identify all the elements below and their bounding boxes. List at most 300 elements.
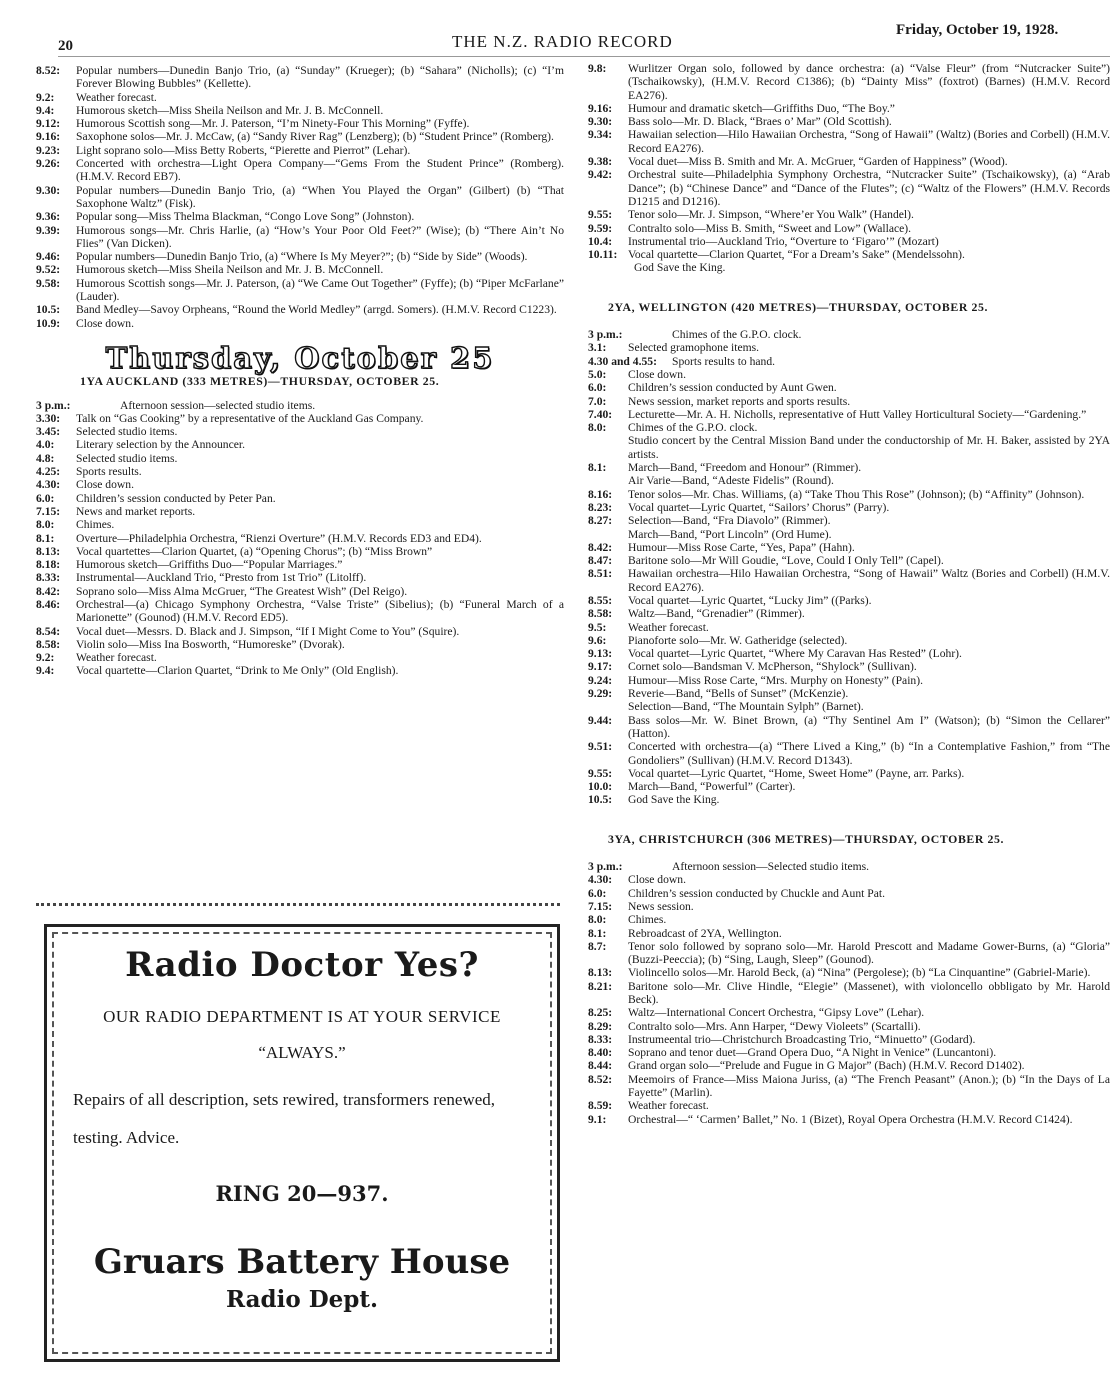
entry-time: 9.17: (588, 660, 613, 674)
entry-time: 8.21: (588, 979, 613, 993)
entry-text: Soprano solo—Miss Alma McGruer, “The Greatest Wish” (Del Reigo). (76, 584, 408, 598)
entry-time: 3 p.m.: (588, 328, 623, 342)
entry-text: Bass solos—Mr. W. Binet Brown, (a) “Thy Sentinel Am I” (Watson); (b) “Simon the Cellarer” (Hatton). (628, 713, 1110, 740)
entry-time: 8.25: (588, 1006, 613, 1020)
program-entry (588, 168, 1110, 208)
entry-text: Afternoon session—selected studio items. (120, 398, 316, 412)
entry-time: 6.0: (588, 381, 607, 395)
entry-time: 9.6: (588, 633, 607, 647)
program-entry (588, 687, 1110, 700)
entry-time: 8.51: (588, 567, 613, 581)
program-entry (588, 461, 1110, 474)
entry-time: 4.8: (36, 451, 55, 465)
entry-text: Selected studio items. (76, 425, 178, 439)
entry-time: 8.33: (36, 571, 61, 585)
program-entry (588, 647, 1110, 660)
entry-text: Humorous Scottish song—Mr. J. Paterson, “I’m Ninety-Four This Morning” (Fyffe). (76, 117, 470, 131)
entry-time: 8.47: (588, 554, 613, 568)
entry-text: Instrumental—Auckland Trio, “Presto from 1st Trio” (Litolff). (76, 571, 367, 585)
ad-headline: Radio Doctor Yes? (125, 945, 479, 985)
entry-text: News session. (628, 899, 694, 913)
program-entry (36, 144, 564, 157)
program-entry (36, 438, 564, 451)
entry-time: 7.40: (588, 407, 613, 421)
program-entry (588, 1046, 1110, 1059)
program-entry (36, 664, 564, 677)
entry-text: Air Varie—Band, “Adeste Fidelis” (Round). (628, 474, 834, 488)
entry-text: Weather forecast. (76, 651, 157, 665)
program-entry (588, 395, 1110, 408)
entry-time: 8.33: (588, 1032, 613, 1046)
program-entry (36, 303, 564, 316)
entry-text: Reverie—Band, “Bells of Sunset” (McKenzie). (628, 687, 849, 701)
ad-top-border (36, 903, 560, 906)
entry-time: 8.27: (588, 514, 613, 528)
entry-time: 7.0: (588, 394, 607, 408)
entry-time (588, 474, 628, 487)
program-entry (36, 277, 564, 304)
entry-text: Tenor solo—Mr. J. Simpson, “Where’er You Walk” (Handel). (628, 208, 914, 222)
program-entry (588, 155, 1110, 168)
entry-text: Waltz—Band, “Grenadier” (Rimmer). (628, 607, 805, 621)
entry-text: Studio concert by the Central Mission Band under the conductorship of Mr. H. Baker, assisted by 2YA artists. (628, 434, 1110, 461)
program-entry (588, 1073, 1110, 1100)
entry-time: 9.5: (588, 620, 607, 634)
program-entry (588, 567, 1110, 594)
entry-text: Vocal quartet—Lyric Quartet, “Where My Caravan Has Rested” (Lohr). (628, 647, 962, 661)
entry-text: God Save the King. (628, 793, 720, 807)
entry-text: Humour—Miss Rose Carte, “Yes, Papa” (Hahn). (628, 540, 855, 554)
program-entry (588, 900, 1110, 913)
entry-time: 9.23: (36, 143, 61, 157)
entry-text: Humour—Miss Rose Carte, “Mrs. Murphy on Honesty” (Pain). (628, 673, 923, 687)
entry-time: 8.58: (36, 637, 61, 651)
program-entry (588, 780, 1110, 793)
program-entry (588, 1006, 1110, 1019)
program-entry (588, 740, 1110, 767)
entry-time: 9.44: (588, 713, 613, 727)
entry-time: 9.30: (588, 115, 613, 129)
entry-text: Lecturette—Mr. A. H. Nicholls, representative of Hutt Valley Horticultural Society—“Gardening.” (628, 407, 1087, 421)
entry-time: 8.1: (588, 926, 607, 940)
ad-line-always: “ALWAYS.” (258, 1043, 346, 1062)
program-entry (588, 767, 1110, 780)
entry-text: Children’s session conducted by Peter Pan. (76, 491, 276, 505)
program-entry (36, 64, 564, 91)
program-entry (588, 1099, 1110, 1112)
program-entry (36, 532, 564, 545)
entry-text: Humorous sketch—Miss Sheila Neilson and Mr. J. B. McConnell. (76, 103, 384, 117)
entry-time: 4.0: (36, 438, 55, 452)
program-entry (588, 700, 1110, 713)
entry-text: Band Medley—Savoy Orpheans, “Round the World Medley” (arrgd. Somers). (H.M.V. Record C1223). (76, 303, 557, 317)
station-heading-3ya: 3YA, CHRISTCHURCH (306 METRES)—THURSDAY, OCTOBER 25. (608, 831, 1005, 846)
entry-text: Humorous sketch—Griffiths Duo—“Popular Marriages.” (76, 558, 343, 572)
entry-time: 10.5: (36, 303, 61, 317)
entry-text: Popular numbers—Dunedin Banjo Trio, (a) “Where Is My Meyer?”; (b) “Side by Side” (Woods). (76, 250, 528, 264)
entry-time: 9.42: (588, 168, 613, 182)
right-column (588, 62, 1110, 1126)
entry-text: Weather forecast. (628, 620, 709, 634)
entry-text: Tenor solo followed by soprano solo—Mr. Harold Prescott and Madame Gower-Burns, (a) “Gloria” (Buzzi-Peeccia); (b) “Sing, Laugh, Sleep” (Gounod). (628, 939, 1110, 967)
entry-time: 9.30: (36, 183, 61, 197)
entry-time: 8.58: (588, 607, 613, 621)
program-entry (36, 425, 564, 438)
entry-time: 8.18: (36, 558, 61, 572)
entry-time: 9.1: (588, 1112, 607, 1126)
entry-time: 8.13: (588, 966, 613, 980)
entry-text: Children’s session conducted by Chuckle and Aunt Pat. (628, 886, 885, 900)
entry-text: Saxophone solos—Mr. J. McCaw, (a) “Sandy River Rag” (Lenzberg); (b) “Student Prince” (Romberg). (76, 130, 554, 144)
entry-text: Humorous sketch—Miss Sheila Neilson and Mr. J. B. McConnell. (76, 263, 384, 277)
entry-text: Light soprano solo—Miss Betty Roberts, “Pierette and Pierrot” (Lehar). (76, 143, 411, 157)
entry-time: 9.4: (36, 664, 55, 678)
entry-text: Close down. (628, 367, 686, 381)
entry-time: 6.0: (588, 886, 607, 900)
entry-time: 8.42: (588, 540, 613, 554)
entry-text: Cornet solo—Bandsman V. McPherson, “Shylock” (Sullivan). (628, 660, 917, 674)
program-list-1ya-continued (588, 62, 1110, 261)
entry-text: Vocal quartette—Clarion Quartet, “Drink to Me Only” (Old English). (76, 664, 399, 678)
program-entry (36, 478, 564, 491)
entry-text: Waltz—International Concert Orchestra, “Gipsy Love” (Lehar). (628, 1006, 925, 1020)
program-entry (36, 625, 564, 638)
entry-text: Close down. (628, 873, 686, 887)
program-entry (36, 224, 564, 251)
entry-time: 9.52: (36, 263, 61, 277)
program-entry (588, 927, 1110, 940)
entry-time: 9.16: (36, 130, 61, 144)
entry-text: Violincello solos—Mr. Harold Beck, (a) “Nina” (Pergolese); (b) “La Cinquantine” (Gabriel-Marie). (628, 966, 1091, 980)
program-entry (588, 115, 1110, 128)
entry-time: 9.55: (588, 208, 613, 222)
entry-text: Sports results. (76, 465, 142, 479)
program-entry (588, 634, 1110, 647)
program-entry (36, 452, 564, 465)
program-entry (588, 594, 1110, 607)
entry-text: Humour and dramatic sketch—Griffiths Duo, “The Boy.” (628, 101, 895, 115)
program-entry (588, 355, 1110, 368)
program-entry (36, 263, 564, 276)
entry-text: Vocal quartet—Lyric Quartet, “Lucky Jim” ((Parks). (628, 593, 872, 607)
entry-text: Grand organ solo—“Prelude and Fugue in G Major” (Bach) (H.M.V. Record D1402). (628, 1059, 1025, 1073)
entry-text: News session, market reports and sports results. (628, 394, 851, 408)
entry-time (588, 528, 628, 541)
program-entry (588, 660, 1110, 673)
entry-text: Selected gramophone items. (628, 341, 760, 355)
program-entry (588, 222, 1110, 235)
entry-time: 5.0: (588, 367, 607, 381)
entry-time: 6.0: (36, 491, 55, 505)
program-entry (588, 1020, 1110, 1033)
entry-time: 9.2: (36, 651, 55, 665)
entry-text: Rebroadcast of 2YA, Wellington. (628, 926, 782, 940)
program-entry (36, 399, 564, 412)
left-column (36, 64, 564, 678)
program-entry (36, 250, 564, 263)
entry-time: 8.55: (588, 593, 613, 607)
program-entry (36, 545, 564, 558)
entry-text: Selected studio items. (76, 451, 178, 465)
program-entry (588, 873, 1110, 886)
entry-text: Vocal quartette—Clarion Quartet, “For a Dream’s Sake” (Mendelssohn). (628, 248, 965, 262)
program-entry (588, 434, 1110, 461)
entry-time: 8.0: (588, 913, 607, 927)
entry-text: March—Band, “Powerful” (Carter). (628, 780, 796, 794)
advertisement-box (44, 924, 560, 1362)
entry-time: 8.0: (36, 518, 55, 532)
program-entry (36, 558, 564, 571)
entry-text: Overture—Philadelphia Orchestra, “Rienzi Overture” (H.M.V. Records ED3 and ED4). (76, 531, 482, 545)
program-entry (36, 492, 564, 505)
entry-time (588, 700, 628, 713)
entry-text: Selection—Band, “Fra Diavolo” (Rimmer). (628, 514, 831, 528)
entry-text: Pianoforte solo—Mr. W. Gatheridge (selected). (628, 633, 848, 647)
program-entry (588, 488, 1110, 501)
entry-time: 9.46: (36, 250, 61, 264)
entry-text: Selection—Band, “The Mountain Sylph” (Barnet). (628, 700, 864, 714)
program-list-continued (36, 64, 564, 330)
entry-time: 3.30: (36, 411, 61, 425)
program-entry (36, 638, 564, 651)
program-entry (588, 1033, 1110, 1046)
entry-text: Weather forecast. (628, 1099, 709, 1113)
program-entry (588, 128, 1110, 155)
entry-text: Weather forecast. (76, 90, 157, 104)
program-entry (588, 421, 1110, 434)
entry-time: 8.52: (588, 1072, 613, 1086)
program-entry (588, 793, 1110, 806)
entry-time: 9.4: (36, 103, 55, 117)
entry-text: Vocal quartet—Lyric Quartet, “Home, Sweet Home” (Payne, arr. Parks). (628, 766, 965, 780)
entry-time: 4.30: (588, 873, 613, 887)
entry-text: Vocal duet—Miss B. Smith and Mr. A. McGruer, “Garden of Happiness” (Wood). (628, 155, 1008, 169)
entry-time: 9.36: (36, 210, 61, 224)
program-entry (588, 381, 1110, 394)
program-entry (588, 62, 1110, 102)
program-entry (588, 554, 1110, 567)
entry-text: Meemoirs of France—Miss Maiona Juriss, (a) “The French Peasant” (Anon.); (b) “In the Days of La Fayette” (Marlin). (628, 1072, 1110, 1100)
entry-time: 9.16: (588, 101, 613, 115)
entry-text: Orchestral—“ ‘Carmen’ Ballet,” No. 1 (Bizet), Royal Opera Orchestra (H.M.V. Record C1424). (628, 1112, 1073, 1126)
entry-time: 9.13: (588, 647, 613, 661)
entry-text: Popular numbers—Dunedin Banjo Trio, (a) “Sunday” (Krueger); (b) “Sahara” (Nicholls); (c) “I’m Forever Blowing Bubbles” (Kellette). (76, 64, 564, 91)
entry-text: Sports results to hand. (672, 354, 776, 368)
entry-text: Instrumeental trio—Christchurch Broadcasting Trio, “Minuetto” (Godard). (628, 1032, 976, 1046)
entry-time: 9.51: (588, 740, 613, 754)
entry-text: Baritone solo—Mr Will Goudie, “Love, Could I Only Tell” (Capel). (628, 554, 944, 568)
program-entry (588, 528, 1110, 541)
entry-time: 8.54: (36, 624, 61, 638)
program-list-3ya (588, 860, 1110, 1126)
entry-text: Chimes. (76, 518, 115, 532)
entry-time: 4.30: (36, 478, 61, 492)
program-list-1ya (36, 399, 564, 678)
program-entry (588, 235, 1110, 248)
program-entry (588, 341, 1110, 354)
program-list-2ya (588, 328, 1110, 807)
entry-text: Concerted with orchestra—(a) “There Lived a King,” (b) “In a Contemplative Fashion,” from “The Gondoliers” (Sullivan) (H.M.V. Record D1343). (628, 740, 1110, 767)
program-entry (588, 940, 1110, 967)
entry-time: 9.39: (36, 223, 61, 237)
entry-time: 7.15: (36, 504, 61, 518)
entry-text: Chimes. (628, 913, 667, 927)
program-entry (36, 598, 564, 625)
entry-text: Concerted with orchestra—Light Opera Company—“Gems From the Student Prince” (Romberg). (H.M.V. Record EB7). (76, 157, 564, 184)
entry-time: 4.30 and 4.55: (588, 354, 657, 368)
program-entry (36, 130, 564, 143)
program-entry (588, 541, 1110, 554)
entry-time: 8.29: (588, 1019, 613, 1033)
program-entry (588, 1113, 1110, 1126)
entry-text: Afternoon session—Selected studio items. (672, 860, 870, 874)
header-rule (58, 56, 1110, 57)
entry-time: 8.59: (588, 1099, 613, 1113)
program-entry (36, 317, 564, 330)
program-entry (588, 887, 1110, 900)
entry-text: Hawaiian selection—Hilo Hawaiian Orchestra, “Song of Hawaii” (Waltz) (Bories and Corbell) (H.M.V. Record EA276). (628, 128, 1110, 155)
ad-department: Radio Dept. (225, 1286, 378, 1313)
program-entry (588, 328, 1110, 341)
entry-text: March—Band, “Freedom and Honour” (Rimmer). (628, 461, 862, 475)
program-entry (588, 102, 1110, 115)
entry-time: 3 p.m.: (588, 860, 623, 874)
entry-time: 10.9: (36, 316, 61, 330)
entry-text: Contralto solo—Miss B. Smith, “Sweet and Low” (Wallace). (628, 221, 912, 235)
entry-time: 8.1: (36, 531, 55, 545)
ad-business-name: Gruars Battery House (93, 1242, 511, 1282)
entry-text: Contralto solo—Mrs. Ann Harper, “Dewy Violeets” (Scartalli). (628, 1019, 921, 1033)
entry-text: Orchestral suite—Philadelphia Symphony Orchestra, “Nutcracker Suite” (Tschaikowsky), (a) “Arab Dance”; (b) “Chinese Dance” and “Dance of the Flutes”; (c) “Waltz of the Flowers” (H.M.V. Records D1215 and D1216). (628, 168, 1110, 208)
entry-time: 9.59: (588, 221, 613, 235)
entry-time: 8.13: (36, 544, 61, 558)
entry-time: 9.8: (588, 62, 607, 75)
ad-line-repairs: Repairs of all description, sets rewired, transformers renewed, testing. Advice. (73, 1090, 496, 1147)
entry-time: 8.42: (36, 584, 61, 598)
program-entry (36, 571, 564, 584)
program-entry (588, 714, 1110, 741)
program-entry (36, 651, 564, 664)
issue-date: Friday, October 19, 1928. (896, 22, 1059, 38)
entry-text: March—Band, “Port Lincoln” (Ord Hume). (628, 527, 832, 541)
entry-text: Violin solo—Miss Ina Bosworth, “Humoreske” (Dvorak). (76, 637, 345, 651)
entry-text: Vocal quartettes—Clarion Quartet, (a) “Opening Chorus”; (b) “Miss Brown” (76, 544, 433, 558)
god-save-the-king: God Save the King. (634, 261, 726, 275)
entry-time: 9.2: (36, 90, 55, 104)
program-entry (36, 184, 564, 211)
entry-time: 9.29: (588, 687, 613, 701)
entry-text: Humorous Scottish songs—Mr. J. Paterson, (a) “We Came Out Together” (Fyffe); (b) “Piper McFarlane” (Lauder). (76, 276, 564, 304)
big-date-heading: Thursday, October 25 (105, 340, 495, 375)
program-entry (588, 474, 1110, 487)
entry-time: 8.0: (588, 421, 607, 435)
entry-time: 8.44: (588, 1059, 613, 1073)
entry-time: 10.5: (588, 793, 613, 807)
entry-time: 10.11: (588, 248, 618, 262)
entry-text: Orchestral—(a) Chicago Symphony Orchestra, “Valse Triste” (Sibelius); (b) “Funeral March of a Marionette” (Gounod) (H.M.V. Record ED5). (76, 597, 564, 625)
program-entry (36, 412, 564, 425)
entry-text: Humorous songs—Mr. Chris Harlie, (a) “How’s Your Poor Old Feet?” (Wise); (b) “There Ain’t No Flies” (Van Dicken). (76, 223, 564, 250)
entry-time: 7.15: (588, 899, 613, 913)
entry-text: Wurlitzer Organ solo, followed by dance orchestra: (a) “Valse Fleur” (from “Nutcracker Suite”) (Tschaikowsky), (H.M.V. Record C1386); (b) “Dainty Miss” (foxtrot) (Barnes) (H.M.V. Record EA276). (628, 62, 1110, 102)
entry-time: 3 p.m.: (36, 398, 71, 412)
program-entry (588, 501, 1110, 514)
program-entry (36, 117, 564, 130)
entry-time: 10.0: (588, 780, 613, 794)
entry-text: Hawaiian orchestra—Hilo Hawaiian Orchestra, “Song of Hawaii” Waltz (Bories and Corbell) (H.M.V. Record EA276). (628, 567, 1110, 594)
station-heading-2ya: 2YA, WELLINGTON (420 METRES)—THURSDAY, OCTOBER 25. (608, 299, 989, 314)
ad-phone: RING 20—937. (215, 1181, 389, 1206)
entry-text: Tenor solos—Mr. Chas. Williams, (a) “Take Thou This Rose” (Johnson); (b) “Affinity” (Johnson). (628, 487, 1085, 501)
page-number: 20 (58, 38, 73, 54)
program-entry (588, 607, 1110, 620)
entry-text: Talk on “Gas Cooking” by a representative of the Auckland Gas Company. (76, 411, 424, 425)
entry-time: 9.24: (588, 673, 613, 687)
program-entry (588, 621, 1110, 634)
program-entry (36, 585, 564, 598)
entry-time: 9.58: (36, 276, 61, 290)
program-entry (36, 91, 564, 104)
station-heading-1ya: 1YA AUCKLAND (333 METRES)—THURSDAY, OCTOBER 25. (80, 374, 440, 389)
entry-time: 9.26: (36, 157, 61, 171)
program-entry (588, 408, 1110, 421)
entry-text: Baritone solo—Mr. Clive Hindle, “Elegie” (Massenet), with violoncello obbligato by Mr. Harold Beck). (628, 979, 1110, 1006)
entry-time: 8.23: (588, 500, 613, 514)
program-entry (588, 980, 1110, 1007)
entry-time: 8.7: (588, 939, 607, 953)
entry-time: 9.55: (588, 766, 613, 780)
program-entry (36, 104, 564, 117)
entry-time: 8.52: (36, 64, 61, 77)
program-entry (588, 208, 1110, 221)
entry-time: 10.4: (588, 234, 613, 248)
entry-time: 8.16: (588, 487, 613, 501)
program-entry (588, 913, 1110, 926)
entry-time: 9.34: (588, 128, 613, 142)
entry-time: 3.45: (36, 425, 61, 439)
program-entry (588, 966, 1110, 979)
entry-text: Children’s session conducted by Aunt Gwen. (628, 381, 837, 395)
program-entry (36, 465, 564, 478)
ad-line-service: OUR RADIO DEPARTMENT IS AT YOUR SERVICE (103, 1007, 501, 1026)
entry-text: Popular song—Miss Thelma Blackman, “Congo Love Song” (Johnston). (76, 210, 415, 224)
entry-text: Bass solo—Mr. D. Black, “Braes o’ Mar” (Old Scottish). (628, 115, 892, 129)
entry-text: News and market reports. (76, 504, 196, 518)
program-entry (36, 210, 564, 223)
entry-time: 8.1: (588, 461, 607, 475)
entry-text: Literary selection by the Announcer. (76, 438, 246, 452)
entry-text: Soprano and tenor duet—Grand Opera Duo, “A Night in Venice” (Luncantoni). (628, 1046, 997, 1060)
entry-time: 4.25: (36, 465, 61, 479)
entry-time: 9.38: (588, 155, 613, 169)
program-entry (36, 157, 564, 184)
entry-time: 3.1: (588, 341, 607, 355)
entry-time: 8.40: (588, 1046, 613, 1060)
entry-text: Close down. (76, 316, 134, 330)
entry-text: Popular numbers—Dunedin Banjo Trio, (a) “When You Played the Organ” (Gilbert) (b) “That Saxophone Waltz” (Fisk). (76, 183, 564, 210)
entry-time: 8.46: (36, 597, 61, 611)
program-entry (588, 514, 1110, 527)
program-entry (36, 505, 564, 518)
entry-text: Chimes of the G.P.O. clock. (628, 421, 758, 435)
entry-text: Instrumental trio—Auckland Trio, “Overture to ‘Figaro’” (Mozart) (628, 234, 939, 248)
program-entry (588, 1059, 1110, 1072)
entry-text: Chimes of the G.P.O. clock. (672, 328, 802, 342)
program-entry (588, 674, 1110, 687)
entry-text: Vocal duet—Messrs. D. Black and J. Simpson, “If I Might Come to You” (Squire). (76, 624, 460, 638)
program-entry (36, 518, 564, 531)
page-header (0, 0, 1114, 58)
